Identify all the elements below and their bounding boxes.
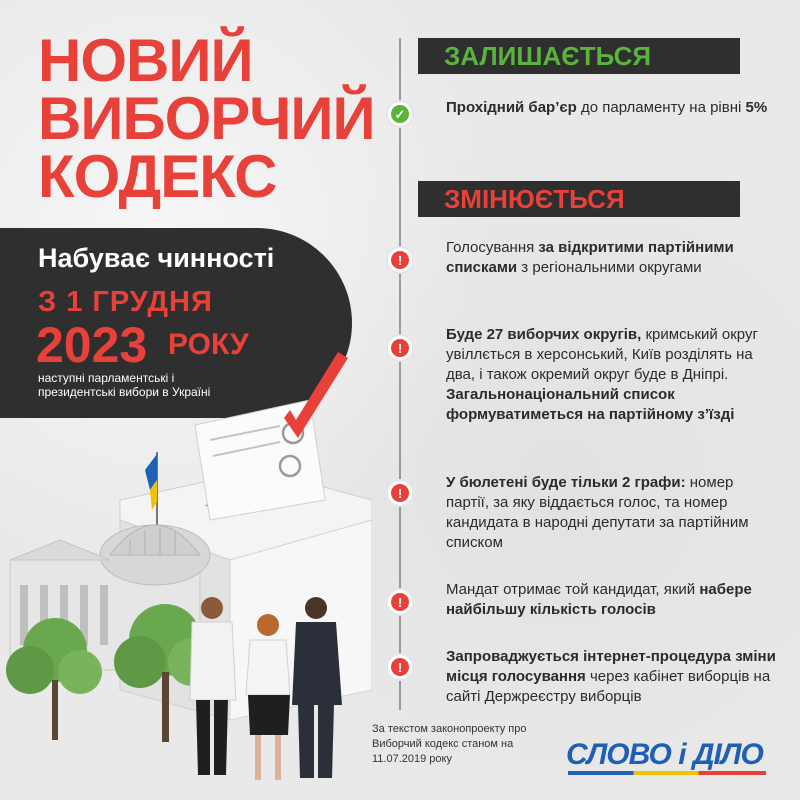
exclamation-icon: ! (391, 484, 409, 502)
exclamation-icon: ! (391, 339, 409, 357)
effective-year: 2023 (36, 317, 148, 373)
change-4-text-1: Мандат отримає той кандидат, який (446, 581, 700, 598)
brand-logo-underline (568, 771, 766, 775)
change-1-bold-1: за відкритими партійними списками (446, 239, 734, 276)
page-title (38, 27, 375, 210)
exclamation-icon: ! (391, 593, 409, 611)
changes-header: ЗМІНЮЄТЬСЯ (418, 181, 740, 217)
remains-item (446, 98, 776, 118)
checkmark-icon (284, 352, 348, 438)
change-1-text-2: з регіональними округами (517, 259, 702, 276)
change-2-bold-1: Буде 27 виборчих округів, (446, 326, 642, 343)
change-marker-2 (386, 334, 414, 362)
check-icon: ✓ (391, 105, 409, 123)
exclamation-icon: ! (391, 658, 409, 676)
change-item-1 (446, 238, 776, 278)
effective-note: наступні парламентські і президентські вибори в Україні (38, 371, 211, 399)
people-illustration (190, 597, 342, 780)
change-item-5 (446, 647, 776, 707)
effective-year-word: РОКУ (168, 328, 249, 361)
remains-header: ЗАЛИШАЄТЬСЯ (418, 38, 740, 74)
remains-marker (386, 100, 414, 128)
change-3-text-1: номер партії, за яку віддається голос, та номер кандидата в народні депутати за партійним списком (446, 474, 749, 551)
remains-bold-2: 5% (745, 99, 768, 116)
title-line-1: НОВИЙ (38, 27, 253, 94)
change-item-3 (446, 473, 776, 553)
change-5-text-1: через кабінет виборців на сайті Держреєстру виборців (446, 668, 771, 705)
change-marker-1 (386, 246, 414, 274)
brand-logo: СЛОВО і ДІЛО (566, 738, 763, 771)
change-4-bold-1: набере найбільшу кількість голосів (446, 581, 752, 618)
change-item-2 (446, 325, 776, 425)
title-line-2: ВИБОРЧИЙ (38, 85, 375, 152)
change-2-bold-2: Загальнонаціональний список формуватиметься на партійному з’їзді (446, 386, 735, 423)
election-illustration (0, 340, 372, 800)
remains-text-1: до парламенту на рівні (576, 99, 746, 116)
effective-heading: Набуває чинності (38, 243, 275, 273)
source-note: За текстом законопроекту про Виборчий кодекс станом на 11.07.2019 року (372, 723, 527, 765)
exclamation-icon: ! (391, 251, 409, 269)
change-marker-4 (386, 588, 414, 616)
remains-bold-1: Прохідний бар’єр (446, 99, 577, 116)
change-marker-3 (386, 479, 414, 507)
change-2-text-1: кримський округ увіллється в херсонський, Київ розділять на два, і також окремий округ буде в Дніпрі. (446, 326, 758, 383)
title-line-3: КОДЕКС (38, 143, 277, 210)
change-item-4 (446, 580, 776, 620)
change-marker-5 (386, 653, 414, 681)
effective-date: З 1 ГРУДНЯ (38, 286, 213, 318)
change-1-text-1: Голосування (446, 239, 539, 256)
change-5-bold-1: Запроваджується інтернет-процедура зміни місця голосування (446, 648, 776, 685)
change-3-bold-1: У бюлетені буде тільки 2 графи: (446, 474, 686, 491)
